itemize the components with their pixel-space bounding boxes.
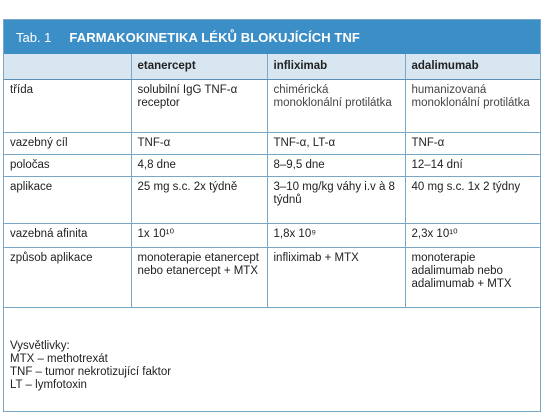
table-cell: chimérická monoklonální protilátka [267,80,405,133]
header-cell-infliximab: infliximab [267,54,405,80]
table-row [4,80,540,133]
header-row [4,54,540,80]
table-row [4,133,540,155]
table-title-bar [4,20,540,54]
table-cell: infliximab + MTX [267,248,405,308]
table-cell: 25 mg s.c. 2x týdně [131,177,267,224]
notes-heading: Vysvětlivky: [10,340,70,352]
table-cell: TNF-α [131,133,267,155]
table-cell: TNF-α, LT-α [267,133,405,155]
table-row [4,248,540,308]
row-label: způsob aplikace [4,248,131,308]
note-item: MTX – methotrexát [10,353,108,365]
table-cell: monoterapie adalimumab nebo adalimumab + MTX [405,248,540,308]
table-cell: monoterapie etanercept nebo etanercept + MTX [131,248,267,308]
row-label: poločas [4,155,131,177]
table-row [4,224,540,248]
pharmacokinetics-table [4,54,540,308]
header-cell-adalimumab: adalimumab [405,54,540,80]
row-label: vazebná afinita [4,224,131,248]
table-cell: TNF-α [405,133,540,155]
table-cell: 2,3x 10¹⁰ [405,224,540,248]
table-row [4,155,540,177]
table-cell: 3–10 mg/kg váhy i.v à 8 týdnů [267,177,405,224]
table-cell: 8–9,5 dne [267,155,405,177]
table-row [4,177,540,224]
table-cell: 4,8 dne [131,155,267,177]
table-cell: humanizovaná monoklonální protilátka [405,80,540,133]
table-number: Tab. 1 [16,29,52,45]
row-label: aplikace [4,177,131,224]
row-label: třída [4,80,131,133]
table-frame [3,19,541,412]
table-cell: 1x 10¹⁰ [131,224,267,248]
note-item: LT – lymfotoxin [10,379,87,391]
table-cell: 40 mg s.c. 1x 2 týdny [405,177,540,224]
header-cell-empty [4,54,131,80]
header-cell-etanercept: etanercept [131,54,267,80]
table-title: FARMAKOKINETIKA LÉKŮ BLOKUJÍCÍCH TNF [69,29,360,45]
row-label: vazebný cíl [4,133,131,155]
table-cell: 1,8x 10⁹ [267,224,405,248]
table-notes [4,338,540,394]
note-item: TNF – tumor nekrotizující faktor [10,366,172,378]
table-cell: 12–14 dní [405,155,540,177]
table-cell: solubilní IgG TNF-α receptor [131,80,267,133]
